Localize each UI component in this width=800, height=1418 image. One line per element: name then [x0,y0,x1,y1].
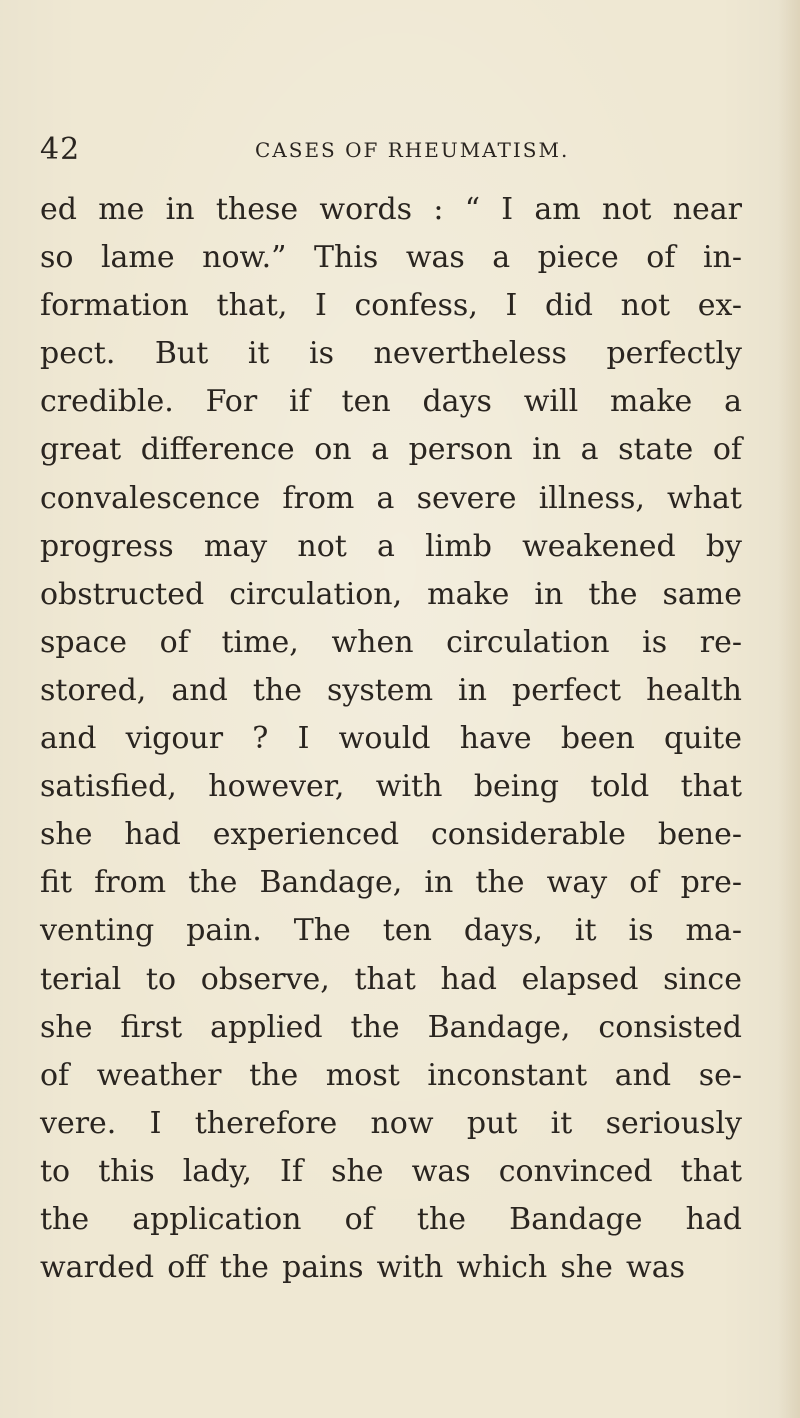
text-line: of weather the most inconstant and se- [40,1057,742,1093]
text-line: ed me in these words : “ I am not near [40,192,742,227]
text-line: convalescence from a severe illness, what [40,480,742,516]
text-line: venting pain. The ten days, it is ma- [40,913,742,949]
text-line: to this lady, If she was convinced that [40,1153,742,1189]
text-line: so lame now.” This was a piece of in- [40,240,742,276]
text-line: terial to observe, that had elapsed since [40,961,742,997]
page-edge-shadow [778,0,800,1418]
text-line: credible. For if ten days will make a [40,384,742,420]
page-number: 42 [40,132,81,167]
body-text [40,186,760,1292]
text-line: space of time, when circulation is re- [40,624,742,660]
running-head: CASES OF RHEUMATISM. [255,138,570,162]
text-line: obstructed circulation, make in the same [40,576,742,612]
text-line: vere. I therefore now put it seriously [40,1105,742,1141]
text-line: she had experienced considerable bene- [40,817,742,853]
text-line: great difference on a person in a state of [40,432,742,468]
text-line: satisfied, however, with being told that [40,769,742,805]
page-header [40,132,740,172]
text-line: pect. But it is nevertheless perfectly [40,336,742,372]
text-line: fit from the Bandage, in the way of pre- [40,865,742,901]
text-line: and vigour ? I would have been quite [40,721,742,757]
text-line: warded off the pains with which she was [40,1250,685,1286]
text-line: she first applied the Bandage, consisted [40,1009,742,1045]
text-line: the application of the Bandage had [40,1201,742,1237]
text-line: formation that, I confess, I did not ex- [40,288,742,324]
text-line: progress may not a limb weakened by [40,528,742,564]
text-line: stored, and the system in perfect health [40,672,742,708]
